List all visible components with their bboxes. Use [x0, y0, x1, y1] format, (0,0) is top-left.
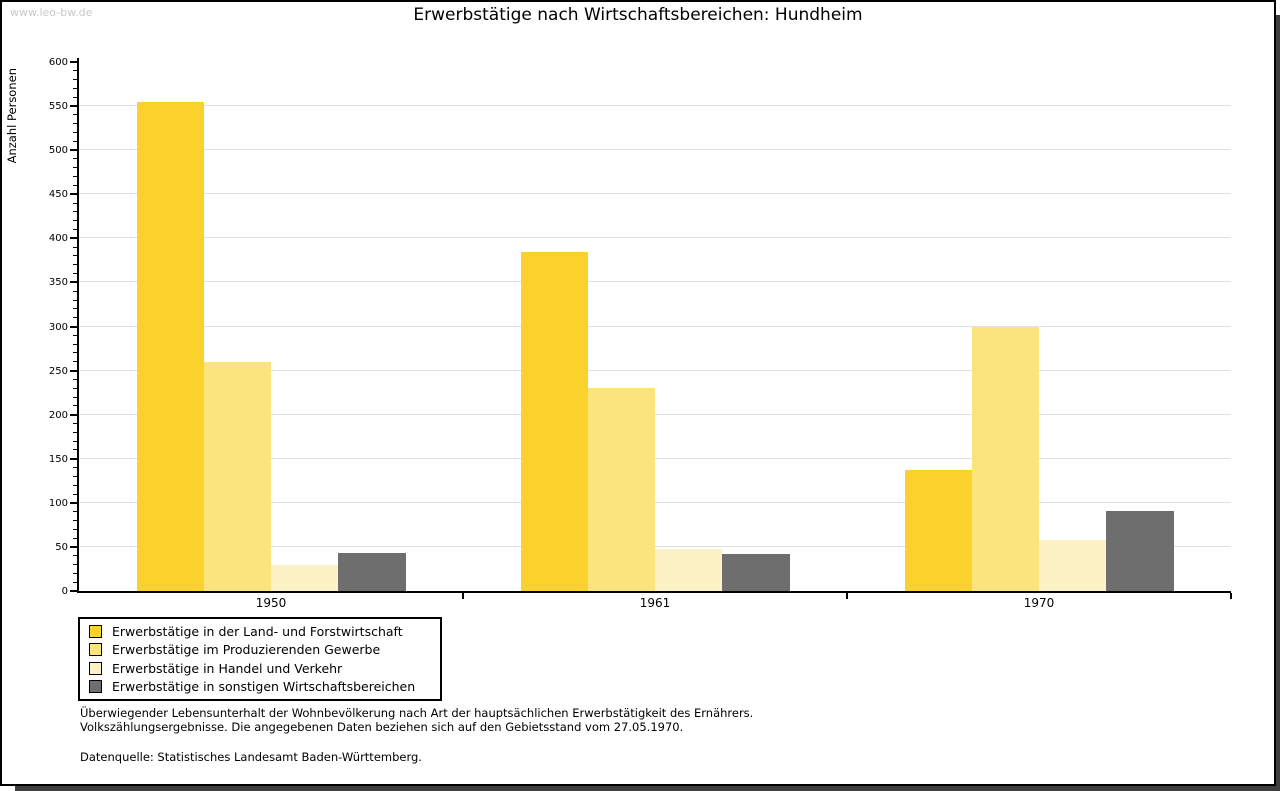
y-minor-tick-90: [73, 511, 77, 512]
y-minor-tick-170: [73, 441, 77, 442]
y-tick-350: [70, 281, 77, 283]
y-tick-label-350: 350: [48, 277, 68, 289]
legend-row-1: [89, 624, 436, 639]
y-minor-tick-60: [73, 538, 77, 539]
y-tick-550: [70, 105, 77, 107]
bar-1950-series-4: [338, 553, 405, 591]
y-tick-200: [70, 414, 77, 416]
y-tick-150: [70, 458, 77, 460]
y-minor-tick-380: [73, 255, 77, 256]
y-minor-tick-110: [73, 494, 77, 495]
y-tick-label-100: 100: [48, 497, 68, 509]
bar-1970-series-2: [972, 327, 1039, 592]
bar-1961-series-1: [521, 252, 588, 591]
y-minor-tick-360: [73, 273, 77, 274]
y-tick-500: [70, 149, 77, 151]
y-tick-label-300: 300: [48, 321, 68, 333]
gridline-450: [79, 193, 1231, 194]
watermark: www.leo-bw.de: [10, 6, 93, 19]
y-minor-tick-40: [73, 555, 77, 556]
y-tick-250: [70, 370, 77, 372]
y-minor-tick-310: [73, 317, 77, 318]
y-minor-tick-510: [73, 141, 77, 142]
y-tick-label-0: 0: [61, 586, 68, 597]
frame-shadow-right: [1276, 15, 1280, 791]
legend-label-2: Erwerbstätige im Produzierenden Gewerbe: [112, 642, 381, 658]
bar-1961-series-4: [722, 554, 789, 591]
legend-label-4: Erwerbstätige in sonstigen Wirtschaftsbereichen: [112, 678, 416, 694]
y-minor-tick-10: [73, 582, 77, 583]
y-minor-tick-210: [73, 405, 77, 406]
y-minor-tick-190: [73, 423, 77, 424]
chart-title: Erwerbstätige nach Wirtschaftsbereichen: Hundheim: [413, 5, 863, 25]
legend-box: [78, 617, 442, 701]
y-minor-tick-340: [73, 291, 77, 292]
y-minor-tick-290: [73, 335, 77, 336]
y-minor-tick-490: [73, 158, 77, 159]
y-tick-label-250: 250: [48, 365, 68, 377]
legend-swatch-3: [89, 662, 102, 675]
footnote-line-2: Volkszählungsergebnisse. Die angegebenen Daten beziehen sich auf den Gebietsstand vom 27.05.1970.: [80, 720, 684, 734]
y-minor-tick-70: [73, 529, 77, 530]
y-minor-tick-320: [73, 308, 77, 309]
y-minor-tick-430: [73, 211, 77, 212]
bar-1950-series-1: [137, 102, 204, 591]
y-minor-tick-390: [73, 247, 77, 248]
y-minor-tick-140: [73, 467, 77, 468]
y-minor-tick-280: [73, 344, 77, 345]
y-tick-label-200: 200: [48, 409, 68, 421]
y-tick-0: [70, 590, 77, 592]
bar-1970-series-4: [1106, 511, 1173, 591]
y-tick-300: [70, 326, 77, 328]
legend-row-3: [89, 661, 436, 676]
y-minor-tick-420: [73, 220, 77, 221]
x-category-label-1961: 1961: [639, 596, 671, 610]
y-minor-tick-330: [73, 300, 77, 301]
y-tick-label-50: 50: [55, 541, 68, 553]
bar-1970-series-3: [1039, 540, 1106, 591]
y-minor-tick-460: [73, 185, 77, 186]
y-minor-tick-180: [73, 432, 77, 433]
y-tick-600: [70, 61, 77, 63]
bar-1950-series-3: [271, 565, 338, 591]
bar-1961-series-2: [588, 388, 655, 591]
legend-row-4: [89, 679, 436, 694]
bar-1970-series-1: [905, 470, 972, 591]
y-minor-tick-470: [73, 176, 77, 177]
y-minor-tick-580: [73, 79, 77, 80]
legend-swatch-1: [89, 625, 102, 638]
y-minor-tick-520: [73, 132, 77, 133]
y-tick-400: [70, 237, 77, 239]
legend-label-3: Erwerbstätige in Handel und Verkehr: [112, 660, 343, 676]
y-tick-450: [70, 193, 77, 195]
y-minor-tick-30: [73, 564, 77, 565]
y-tick-label-400: 400: [48, 233, 68, 245]
y-minor-tick-240: [73, 379, 77, 380]
y-tick-label-450: 450: [48, 189, 68, 201]
y-minor-tick-560: [73, 97, 77, 98]
y-tick-50: [70, 546, 77, 548]
y-tick-label-150: 150: [48, 453, 68, 465]
y-tick-label-550: 550: [48, 101, 68, 113]
y-axis-title: Anzahl Personen: [5, 68, 19, 164]
y-minor-tick-160: [73, 449, 77, 450]
y-minor-tick-230: [73, 388, 77, 389]
y-minor-tick-480: [73, 167, 77, 168]
y-tick-label-500: 500: [48, 145, 68, 157]
y-minor-tick-410: [73, 229, 77, 230]
y-tick-100: [70, 502, 77, 504]
legend-row-2: [89, 642, 436, 657]
footnote: [80, 706, 753, 734]
y-minor-tick-440: [73, 203, 77, 204]
y-minor-tick-220: [73, 397, 77, 398]
bar-1950-series-2: [204, 362, 271, 591]
legend-swatch-2: [89, 643, 102, 656]
data-source: Datenquelle: Statistisches Landesamt Baden-Württemberg.: [80, 750, 422, 764]
y-minor-tick-540: [73, 114, 77, 115]
frame-shadow-bottom: [15, 786, 1280, 791]
legend-swatch-4: [89, 680, 102, 693]
x-category-label-1950: 1950: [255, 596, 287, 610]
y-minor-tick-20: [73, 573, 77, 574]
bar-1961-series-3: [655, 549, 722, 591]
gridline-400: [79, 237, 1231, 238]
y-minor-tick-530: [73, 123, 77, 124]
legend-label-1: Erwerbstätige in der Land- und Forstwirtschaft: [112, 624, 403, 639]
y-minor-tick-80: [73, 520, 77, 521]
y-minor-tick-370: [73, 264, 77, 265]
gridline-300: [79, 326, 1231, 327]
gridline-350: [79, 281, 1231, 282]
y-minor-tick-270: [73, 352, 77, 353]
plot-area: [48, 57, 1231, 610]
y-minor-tick-570: [73, 88, 77, 89]
y-minor-tick-120: [73, 485, 77, 486]
y-minor-tick-260: [73, 361, 77, 362]
gridline-550: [79, 105, 1231, 106]
y-minor-tick-130: [73, 476, 77, 477]
gridline-500: [79, 149, 1231, 150]
y-tick-label-600: 600: [48, 57, 68, 68]
y-minor-tick-590: [73, 70, 77, 71]
x-category-label-1970: 1970: [1023, 596, 1055, 610]
footnote-line-1: Überwiegender Lebensunterhalt der Wohnbevölkerung nach Art der hauptsächlichen Erwerbstätigkeit des Ernährers.: [80, 706, 754, 720]
